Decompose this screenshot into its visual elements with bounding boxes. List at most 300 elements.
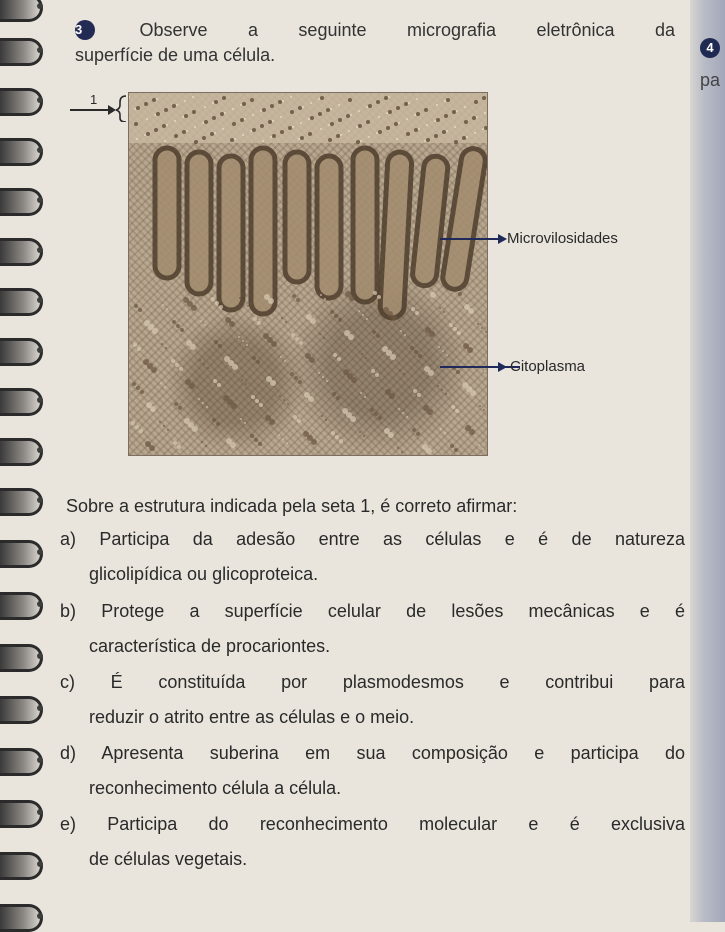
- cytoplasm-granule: [218, 344, 222, 348]
- cytoplasm-granule: [306, 314, 312, 320]
- glycocalyx-texture: [320, 128, 322, 130]
- glycocalyx-texture: [222, 128, 224, 130]
- marker-brace: [116, 96, 126, 122]
- glycocalyx-texture: [406, 118, 408, 120]
- glycocalyx-texture: [220, 112, 224, 116]
- glycocalyx-texture: [310, 102, 312, 104]
- cytoplasm-granule: [424, 366, 430, 372]
- option-d[interactable]: [60, 736, 685, 806]
- glycocalyx-texture: [474, 132, 476, 134]
- cytoplasm-granule: [246, 344, 248, 346]
- glycocalyx-texture: [452, 110, 456, 114]
- cytoplasm-granule: [283, 399, 285, 401]
- glycocalyx-texture: [136, 106, 140, 110]
- cytoplasm-granule: [403, 373, 405, 375]
- glycocalyx-texture: [330, 108, 332, 110]
- cytoplasm-granule: [304, 392, 310, 398]
- cytoplasm-granule: [143, 359, 149, 365]
- cytoplasm-granule: [174, 402, 178, 406]
- glycocalyx-texture: [398, 122, 400, 124]
- binding-ring: [0, 388, 43, 416]
- cytoplasm-granule: [160, 382, 162, 384]
- cytoplasm-granule: [405, 295, 407, 297]
- glycocalyx-texture: [464, 106, 466, 108]
- cytoplasm-granule: [364, 396, 366, 398]
- cytoplasm-granule: [422, 444, 428, 450]
- glycocalyx-texture: [366, 106, 368, 108]
- cytoplasm-granule: [216, 422, 220, 426]
- question-number-badge: 3: [75, 20, 95, 40]
- glycocalyx-texture: [416, 98, 418, 100]
- cytoplasm-granule: [374, 412, 378, 416]
- glycocalyx-texture: [368, 136, 370, 138]
- cytoplasm-granule: [342, 408, 348, 414]
- microvillus: [187, 152, 211, 294]
- cytoplasm-granule: [287, 403, 289, 405]
- cytoplasm-granule: [161, 343, 163, 345]
- glycocalyx-texture: [318, 112, 322, 116]
- glycocalyx-texture: [310, 116, 314, 120]
- cytoplasm-granule: [297, 419, 301, 423]
- marker-arrow-head: [108, 105, 116, 115]
- cytoplasm-granule: [404, 334, 406, 336]
- glycocalyx-texture: [232, 122, 236, 126]
- glycocalyx-texture: [358, 124, 362, 128]
- cytoplasm-granule: [378, 416, 382, 420]
- cytoplasm-granule: [451, 405, 455, 409]
- cytoplasm-granule: [146, 402, 152, 408]
- glycocalyx-texture: [270, 104, 274, 108]
- glycocalyx-texture: [328, 124, 330, 126]
- cytoplasm-granule: [298, 380, 302, 384]
- cytoplasm-granule: [415, 311, 419, 315]
- microvilli-label: Microvilosidades: [507, 230, 618, 247]
- cytoplasm-granule: [416, 432, 420, 436]
- glycocalyx-texture: [164, 108, 168, 112]
- glycocalyx-texture: [260, 110, 262, 112]
- glycocalyx-texture: [360, 140, 362, 142]
- glycocalyx-texture: [184, 100, 186, 102]
- cytoplasm-granule: [162, 304, 164, 306]
- glycocalyx-texture: [320, 96, 324, 100]
- cytoplasm-granule: [241, 379, 243, 381]
- glycocalyx-texture: [396, 138, 398, 140]
- cytoplasm-granule: [199, 359, 201, 361]
- glycocalyx-texture: [386, 112, 388, 114]
- cytoplasm-granule: [282, 438, 284, 440]
- cytoplasm-granule: [185, 379, 191, 385]
- glycocalyx-texture: [484, 112, 486, 114]
- binding-ring: [0, 488, 43, 516]
- option-d-line-2: reconhecimento célula a célula.: [89, 778, 342, 798]
- glycocalyx-texture: [176, 104, 178, 106]
- glycocalyx-texture: [426, 138, 430, 142]
- cytoplasm-granule: [462, 382, 468, 388]
- glycocalyx-texture: [328, 138, 332, 142]
- cytoplasm-granule: [325, 419, 327, 421]
- question-text-1: Observe a seguinte micrografia eletrônica da: [139, 20, 675, 40]
- glycocalyx-texture: [192, 96, 194, 98]
- glycocalyx-texture: [346, 114, 350, 118]
- glycocalyx-texture: [282, 100, 284, 102]
- glycocalyx-texture: [356, 126, 358, 128]
- cytoplasm-granule: [296, 298, 300, 302]
- cytoplasm-granule: [361, 353, 363, 355]
- cytoplasm-granule: [219, 305, 223, 309]
- glycocalyx-texture: [308, 118, 310, 120]
- cytoplasm-granule: [243, 301, 245, 303]
- cytoplasm-granule: [430, 292, 436, 298]
- glycocalyx-texture: [358, 110, 360, 112]
- glycocalyx-texture: [230, 138, 234, 142]
- cytoplasm-granule: [344, 330, 350, 336]
- cytoplasm-granule: [217, 383, 221, 387]
- glycocalyx-texture: [210, 132, 214, 136]
- glycocalyx-texture: [262, 108, 266, 112]
- binding-ring: [0, 238, 43, 266]
- cytoplasm-granule: [129, 292, 130, 294]
- cytoplasm-granule: [413, 389, 417, 393]
- cytoplasm-label: Citoplasma: [510, 358, 586, 375]
- cytoplasm-granule: [131, 421, 135, 425]
- cytoplasm-granule: [382, 346, 388, 352]
- cytoplasm-granule: [206, 406, 208, 408]
- glycocalyx-texture: [384, 96, 388, 100]
- cytoplasm-granule: [281, 317, 283, 319]
- glycocalyx-texture: [318, 98, 320, 100]
- option-d-line-1: d) Apresenta suberina em sua composição e participa do: [60, 743, 685, 763]
- glycocalyx-texture: [348, 98, 352, 102]
- cytoplasm-granule: [417, 393, 421, 397]
- cytoplasm-granule: [145, 441, 151, 447]
- label-arrows: [440, 228, 520, 378]
- cytoplasm-granule: [318, 372, 320, 374]
- glycocalyx-texture: [272, 120, 274, 122]
- cytoplasm-granule: [371, 369, 375, 373]
- cytoplasm-granule: [450, 444, 454, 448]
- binding-ring: [0, 88, 43, 116]
- glycocalyx-texture: [280, 130, 284, 134]
- cytoplasm-granule: [343, 369, 349, 375]
- cytoplasm-granule: [247, 305, 249, 307]
- cytoplasm-granule: [238, 336, 240, 338]
- structure-1-marker: [70, 92, 130, 122]
- glycocalyx-texture: [222, 96, 226, 100]
- glycocalyx-texture: [368, 104, 372, 108]
- glycocalyx-texture: [426, 124, 428, 126]
- cytoplasm-granule: [226, 438, 232, 444]
- cytoplasm-granule: [335, 435, 339, 439]
- glycocalyx-texture: [154, 114, 156, 116]
- cytoplasm-granule: [133, 343, 137, 347]
- glycocalyx-texture: [162, 124, 166, 128]
- glycocalyx-texture: [144, 134, 146, 136]
- glycocalyx-texture: [164, 140, 166, 142]
- cytoplasm-granule: [402, 412, 404, 414]
- cytoplasm-granule: [140, 390, 144, 394]
- cytoplasm-arrow-head-svg: [480, 360, 510, 374]
- cytoplasm-granule: [360, 392, 362, 394]
- glycocalyx-texture: [232, 108, 234, 110]
- cytoplasm-granule: [211, 297, 215, 301]
- glycocalyx-texture: [404, 102, 408, 106]
- glycocalyx-texture: [280, 116, 282, 118]
- option-e-line-2: de células vegetais.: [89, 849, 248, 869]
- glycocalyx-texture: [446, 98, 450, 102]
- cytoplasm-granule: [397, 447, 399, 449]
- glycocalyx-texture: [446, 130, 448, 132]
- cytoplasm-granule: [290, 372, 294, 376]
- cytoplasm-granule: [303, 431, 309, 437]
- cytoplasm-granule: [375, 373, 379, 377]
- cytoplasm-granule: [295, 337, 299, 341]
- option-c-line-2: reduzir o atrito entre as células e o meio.: [89, 707, 415, 727]
- glycocalyx-texture: [172, 104, 176, 108]
- cytoplasm-granule: [370, 408, 374, 412]
- glycocalyx-texture: [166, 124, 168, 126]
- microvilli-arrow-head: [498, 234, 507, 244]
- glycocalyx-texture: [136, 138, 138, 140]
- option-a[interactable]: [60, 522, 685, 592]
- option-c[interactable]: [60, 665, 685, 735]
- glycocalyx-texture: [202, 136, 206, 140]
- microvillus: [317, 156, 341, 298]
- glycocalyx-texture: [424, 108, 428, 112]
- cytoplasm-granule: [406, 416, 408, 418]
- cytoplasm-granule: [285, 321, 287, 323]
- cytoplasm-arrow-head: [498, 362, 507, 372]
- glycocalyx-texture: [336, 134, 340, 138]
- glycocalyx-texture: [194, 140, 198, 144]
- glycocalyx-texture: [444, 114, 448, 118]
- cytoplasm-granule: [336, 396, 340, 400]
- cytoplasm-granule: [483, 409, 485, 411]
- glycocalyx-texture: [202, 122, 204, 124]
- cytoplasm-granule: [257, 321, 261, 325]
- question-statement: Sobre a estrutura indicada pela seta 1, é correto afirmar:: [66, 496, 518, 516]
- cytoplasm-granule: [400, 330, 402, 332]
- glycocalyx-texture: [414, 114, 416, 116]
- binding-ring: [0, 904, 43, 932]
- cytoplasm-granule: [384, 428, 390, 434]
- glycocalyx-texture: [338, 104, 340, 106]
- glycocalyx-texture: [348, 130, 350, 132]
- cytoplasm-granule: [345, 291, 351, 297]
- glycocalyx-texture: [482, 96, 486, 100]
- cytoplasm-granule: [324, 298, 326, 300]
- cytoplasm-granule: [278, 434, 280, 436]
- cytoplasm-granule: [132, 382, 136, 386]
- glycocalyx-texture: [472, 116, 476, 120]
- glycocalyx-texture: [268, 120, 272, 124]
- glycocalyx-texture: [186, 130, 188, 132]
- glycocalyx-texture: [156, 98, 158, 100]
- glycocalyx-texture: [290, 96, 292, 98]
- cytoplasm-granule: [305, 353, 311, 359]
- cytoplasm-granule: [437, 385, 439, 387]
- cytoplasm-granule: [166, 308, 168, 310]
- glycocalyx-texture: [146, 118, 148, 120]
- microvillus: [380, 151, 413, 318]
- cytoplasm-granule: [362, 314, 364, 316]
- cytoplasm-granule: [359, 431, 361, 433]
- cytoplasm-granule: [398, 408, 400, 410]
- cytoplasm-granule: [440, 428, 442, 430]
- cytoplasm-granule: [365, 357, 367, 359]
- glycocalyx-texture: [146, 132, 150, 136]
- glycocalyx-texture: [204, 120, 208, 124]
- option-e-line-1: e) Participa do reconhecimento molecular e é exclusiva: [60, 814, 685, 834]
- cytoplasm-granule: [244, 422, 246, 424]
- cytoplasm-granule: [411, 307, 415, 311]
- cytoplasm-granule: [179, 367, 183, 371]
- glycocalyx-texture: [408, 102, 410, 104]
- cytoplasm-granule: [186, 340, 192, 346]
- cytoplasm-granule: [299, 341, 303, 345]
- glycocalyx-texture: [182, 130, 186, 134]
- glycocalyx-texture: [394, 122, 398, 126]
- microvillus: [155, 148, 179, 278]
- glycocalyx-texture: [182, 116, 184, 118]
- electron-micrograph: [128, 92, 488, 456]
- cytoplasm-granule: [252, 356, 256, 360]
- glycocalyx-texture: [300, 136, 304, 140]
- glycocalyx-texture: [436, 104, 438, 106]
- glycocalyx-texture: [414, 128, 418, 132]
- cytoplasm-granule: [366, 318, 368, 320]
- glycocalyx-texture: [340, 134, 342, 136]
- glycocalyx-texture: [424, 140, 426, 142]
- glycocalyx-texture: [212, 102, 214, 104]
- binding-ring: [0, 852, 43, 880]
- glycocalyx-texture: [250, 98, 254, 102]
- binding-ring: [0, 644, 43, 672]
- glycocalyx-texture: [350, 114, 352, 116]
- cytoplasm-granule: [331, 431, 335, 435]
- glycocalyx-texture: [192, 110, 196, 114]
- cytoplasm-granule: [240, 418, 242, 420]
- glycocalyx-texture: [388, 96, 390, 98]
- microvillus: [285, 152, 309, 282]
- question-line-1: [75, 18, 675, 43]
- cytoplasm-granule: [184, 418, 190, 424]
- cytoplasm-granule: [198, 398, 200, 400]
- binding-ring: [0, 188, 43, 216]
- cytoplasm-granule: [383, 307, 389, 313]
- cytoplasm-granule: [363, 435, 365, 437]
- glycocalyx-texture: [134, 122, 138, 126]
- glycocalyx-texture: [406, 132, 410, 136]
- cytoplasm-granule: [291, 333, 295, 337]
- glycocalyx-texture: [376, 132, 378, 134]
- cytoplasm-granule: [163, 425, 165, 427]
- glycocalyx-texture: [474, 100, 478, 104]
- cytoplasm-granule: [223, 395, 229, 401]
- cytoplasm-granule: [266, 376, 272, 382]
- binding-ring: [0, 138, 43, 166]
- cytoplasm-granule: [423, 405, 429, 411]
- option-e[interactable]: [60, 807, 685, 877]
- cytoplasm-granule: [372, 330, 376, 334]
- cytoplasm-granule: [200, 320, 202, 322]
- cytoplasm-granule: [245, 383, 247, 385]
- cytoplasm-granule: [203, 363, 205, 365]
- cytoplasm-granule: [205, 445, 207, 447]
- glycocalyx-texture: [456, 110, 458, 112]
- question-text-2: superfície de uma célula.: [75, 45, 276, 65]
- cytoplasm-granule: [337, 357, 341, 361]
- cytoplasm-granule: [455, 409, 459, 413]
- cytoplasm-granule: [410, 346, 414, 350]
- cytoplasm-granule: [172, 320, 176, 324]
- cytoplasm-granule: [323, 337, 325, 339]
- glycocalyx-texture: [434, 120, 436, 122]
- cytoplasm-granule: [286, 442, 288, 444]
- cytoplasm-granule: [412, 428, 416, 432]
- glycocalyx-texture: [444, 100, 446, 102]
- cytoplasm-granule: [183, 297, 189, 303]
- cytoplasm-granule: [250, 434, 254, 438]
- structure-1-label: 1: [90, 92, 98, 107]
- glycocalyx-texture: [476, 116, 478, 118]
- cytoplasm-granule: [259, 403, 263, 407]
- cytoplasm-granule: [171, 359, 175, 363]
- glycocalyx-texture: [244, 118, 246, 120]
- cytoplasm-granule: [225, 317, 231, 323]
- glycocalyx-texture: [260, 124, 264, 128]
- glycocalyx-texture: [174, 120, 176, 122]
- cytoplasm-granule: [215, 301, 219, 305]
- binding-ring: [0, 696, 43, 724]
- cytoplasm-granule: [293, 415, 297, 419]
- glycocalyx-texture: [272, 134, 276, 138]
- glycocalyx-texture: [154, 128, 158, 132]
- option-b-line-1: b) Protege a superfície celular de lesões mecânicas e é: [60, 601, 685, 621]
- glycocalyx-texture: [152, 98, 156, 102]
- cytoplasm-granule: [137, 347, 141, 351]
- cytoplasm-granule: [385, 389, 391, 395]
- option-a-line-1: a) Participa da adesão entre as células e é de natureza: [60, 529, 685, 549]
- cytoplasm-granule: [204, 324, 206, 326]
- cytoplasm-granule: [263, 333, 269, 339]
- cytoplasm-granule: [134, 304, 138, 308]
- cytoplasm-granule: [445, 393, 447, 395]
- glycocalyx-texture: [298, 138, 300, 140]
- glycocalyx-texture: [252, 128, 256, 132]
- adjacent-page-strip: [690, 0, 725, 922]
- cytoplasm-granule: [167, 429, 169, 431]
- cytoplasm-granule: [207, 367, 209, 369]
- option-b[interactable]: [60, 594, 685, 664]
- binding-ring: [0, 38, 43, 66]
- cytoplasm-granule: [319, 333, 321, 335]
- glycocalyx-texture: [262, 140, 264, 142]
- glycocalyx-texture: [156, 112, 160, 116]
- cytoplasm-granule: [326, 380, 328, 382]
- cytoplasm-granule: [256, 360, 260, 364]
- cytoplasm-granule: [334, 314, 338, 318]
- glycocalyx-texture: [442, 130, 446, 134]
- cytoplasm-granule: [254, 438, 258, 442]
- cytoplasm-granule: [175, 363, 179, 367]
- cytoplasm-granule: [159, 421, 161, 423]
- cytoplasm-granule: [176, 324, 180, 328]
- glycocalyx-texture: [300, 122, 302, 124]
- cytoplasm-granule: [135, 425, 139, 429]
- cytoplasm-granule: [165, 347, 167, 349]
- cytoplasm-granule: [214, 340, 218, 344]
- glycocalyx-texture: [240, 118, 244, 122]
